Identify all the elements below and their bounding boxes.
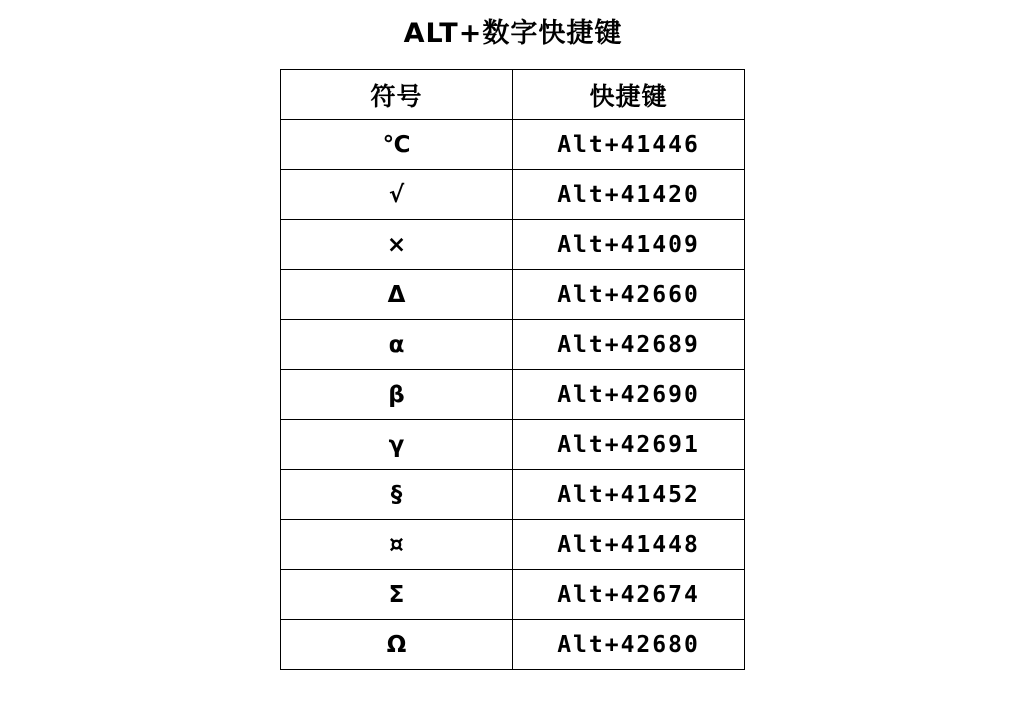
shortcut-table	[280, 69, 745, 670]
shortcut-cell: Alt+42689	[513, 320, 745, 370]
table-row	[281, 270, 745, 320]
symbol-cell: α	[281, 320, 513, 370]
table-row	[281, 120, 745, 170]
table-row	[281, 520, 745, 570]
table-row	[281, 420, 745, 470]
symbol-cell: Ω	[281, 620, 513, 670]
symbol-cell: ×	[281, 220, 513, 270]
shortcut-cell: Alt+42660	[513, 270, 745, 320]
symbol-cell: ℃	[281, 120, 513, 170]
symbol-cell: Δ	[281, 270, 513, 320]
symbol-cell: ¤	[281, 520, 513, 570]
shortcut-cell: Alt+41452	[513, 470, 745, 520]
page-title: ALT+数字快捷键	[403, 18, 623, 49]
table-row	[281, 220, 745, 270]
shortcut-cell: Alt+42680	[513, 620, 745, 670]
symbol-cell: β	[281, 370, 513, 420]
table-row	[281, 620, 745, 670]
column-header-shortcut: 快捷键	[513, 70, 745, 120]
column-header-symbol: 符号	[281, 70, 513, 120]
shortcut-cell: Alt+42674	[513, 570, 745, 620]
table-header-row	[281, 70, 745, 120]
symbol-cell: √	[281, 170, 513, 220]
symbol-cell: Σ	[281, 570, 513, 620]
shortcut-cell: Alt+41409	[513, 220, 745, 270]
shortcut-cell: Alt+41420	[513, 170, 745, 220]
symbol-cell: §	[281, 470, 513, 520]
shortcut-cell: Alt+42690	[513, 370, 745, 420]
table-row	[281, 320, 745, 370]
table-row	[281, 170, 745, 220]
shortcut-cell: Alt+41446	[513, 120, 745, 170]
shortcut-cell: Alt+42691	[513, 420, 745, 470]
symbol-cell: γ	[281, 420, 513, 470]
table-row	[281, 370, 745, 420]
table-row	[281, 470, 745, 520]
table-row	[281, 570, 745, 620]
shortcut-cell: Alt+41448	[513, 520, 745, 570]
